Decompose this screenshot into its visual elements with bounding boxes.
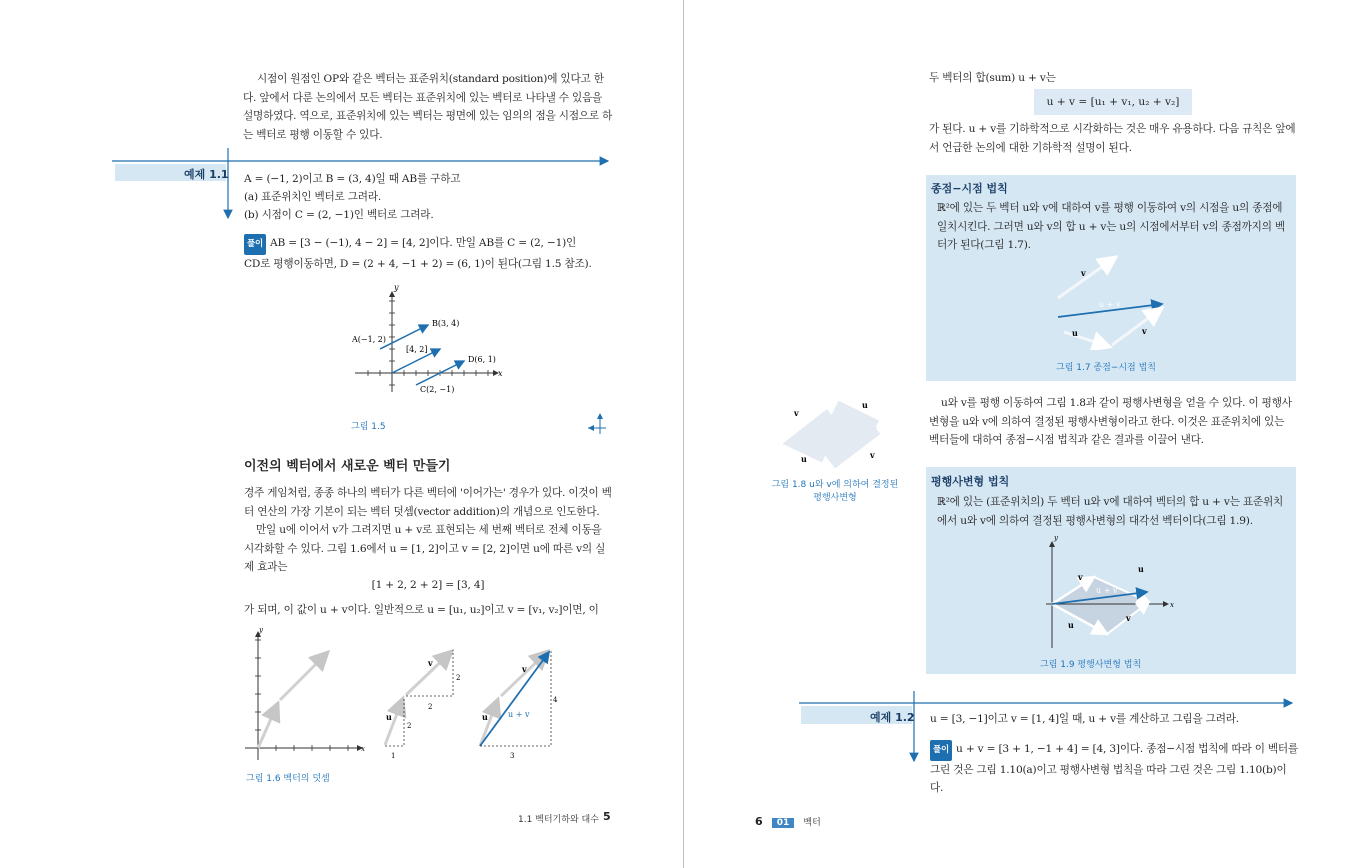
example-1-1-label: 예제 1.1 bbox=[184, 168, 229, 181]
solution-1-1-line1 bbox=[244, 234, 616, 255]
fig16b-label-1: 1 bbox=[391, 752, 396, 760]
solution-1-1-text1: AB = [3 − (−1), 4 − 2] = [4, 2]이다. 만일 AB를 C = (2, −1)인 bbox=[270, 237, 577, 249]
rule1-text: ℝ²에 있는 두 벡터 u와 v에 대하여 v를 평행 이동하여 v의 시점을 u의 종점에 일치시킨다. 그러면 u와 v의 합 u + v는 u의 시점에서부터 v의 종점까지의 벡터가 된다(그림 1.7). bbox=[937, 202, 1285, 251]
fig16c-label-u: u bbox=[482, 712, 488, 722]
fig19-label-v2: v bbox=[1126, 613, 1131, 623]
fig18-label-u2: u bbox=[801, 454, 807, 464]
fig18-label-u1: u bbox=[862, 400, 868, 410]
right-footer-text: 벡터 bbox=[803, 818, 821, 828]
fig17-vector-u bbox=[1064, 332, 1110, 347]
fig16c-label-v: v bbox=[522, 664, 527, 674]
rule2-title: 평행사변형 법칙 bbox=[931, 475, 1010, 488]
solution-1-2-text: u + v = [3 + 1, −1 + 4] = [4, 3]이다. 종점−시점 법칙에 따라 이 벡터를 그린 것은 그림 1.10(a)이고 평행사변형 법칙을 따라 그린 것은 그림 1.10(b)이다. bbox=[930, 743, 1298, 794]
right-page-number: 6 bbox=[755, 815, 763, 828]
fig19-label-v1: v bbox=[1078, 572, 1083, 582]
figure-1-5 bbox=[340, 282, 510, 397]
figure-1-8-caption bbox=[760, 479, 910, 505]
fig16b-label-v: v bbox=[428, 658, 433, 668]
left-page-number: 5 bbox=[603, 810, 611, 823]
solution-badge: 풀이 bbox=[244, 234, 266, 255]
right-footer bbox=[755, 810, 821, 829]
section-heading: 이전의 벡터에서 새로운 벡터 만들기 bbox=[244, 459, 451, 474]
figure-1-7-caption: 그림 1.7 종점−시점 법칙 bbox=[1056, 363, 1156, 373]
figure-1-9 bbox=[1044, 532, 1184, 650]
figure-1-8-caption-line2: 평행사변형 bbox=[813, 493, 857, 503]
fig15-label-C: C(2, −1) bbox=[420, 385, 455, 394]
fig18-label-v1: v bbox=[794, 408, 799, 418]
figure-1-9-caption: 그림 1.9 평행사변형 법칙 bbox=[1040, 660, 1142, 670]
example-1-2-statement: u = [3, −1]이고 v = [1, 4]일 때, u + v를 계산하고 그림을 그려라. bbox=[930, 713, 1239, 725]
fig18-label-v2: v bbox=[870, 450, 875, 460]
fig17-label-v1: v bbox=[1081, 268, 1086, 278]
example-1-1-part-b: (b) 시점이 C = (2, −1)인 벡터로 그려라. bbox=[244, 209, 434, 221]
fig17-vector-v-standard bbox=[1058, 257, 1116, 298]
fig16-vector-v bbox=[280, 652, 328, 700]
figure-1-6 bbox=[240, 624, 575, 764]
fig17-vector-v bbox=[1112, 308, 1162, 345]
section-paragraph-2: 만일 u에 이어서 v가 그려지면 u + v로 표현되는 세 번째 벡터로 전체 이동을 시각화할 수 있다. 그림 1.6에서 u = [1, 2]이고 v = [2, 2]이면 u에 따른 v의 실제 효과는 bbox=[244, 524, 606, 573]
fig16-axis-x: x bbox=[361, 745, 365, 753]
fig19-axis-x: x bbox=[1170, 601, 1174, 609]
fig16b-label-2a: 2 bbox=[407, 722, 412, 730]
example-1-2-label: 예제 1.2 bbox=[870, 711, 915, 724]
fig19-axis-y: y bbox=[1054, 534, 1058, 542]
paragraph-parallelogram: u와 v를 평행 이동하여 그림 1.8과 같이 평행사변형을 얻을 수 있다. 이 평행사변형을 u와 v에 의하여 결정된 평행사변형이라고 한다. 이것은 표준위치에 있는 벡터들에 대하여 종점−시점 법칙과 같은 결과를 이끌어 낸다. bbox=[929, 397, 1292, 446]
fig17-label-v2: v bbox=[1142, 326, 1147, 336]
sum-formula: u + v = [u₁ + v₁, u₂ + v₂] bbox=[1046, 96, 1180, 108]
fig19-label-sum: u + v bbox=[1096, 586, 1118, 595]
section-paragraph-1: 경주 게임처럼, 종종 하나의 벡터가 다른 벡터에 '이어가는' 경우가 있다. 이것이 벡터 연산의 가장 기본이 되는 벡터 덧셈(vector addition)의 개념으로 인도한다. bbox=[244, 487, 612, 518]
fig19-label-u1: u bbox=[1138, 564, 1144, 574]
fig16-axis-y: y bbox=[259, 626, 263, 634]
rule1-title: 종점−시점 법칙 bbox=[931, 182, 1008, 195]
right-page bbox=[683, 0, 1366, 868]
fig16-vector-u bbox=[258, 703, 278, 748]
left-footer-text: 1.1 벡터기하와 대수 bbox=[518, 815, 599, 825]
fig17-label-u: u bbox=[1072, 328, 1078, 338]
fig19-label-u2: u bbox=[1068, 620, 1074, 630]
fig16b-label-2c: 2 bbox=[456, 674, 461, 682]
figure-1-6-caption: 그림 1.6 벡터의 덧셈 bbox=[246, 774, 330, 784]
sum-formula-box bbox=[1034, 89, 1192, 115]
fig16c-label-3: 3 bbox=[510, 752, 515, 760]
fig17-label-sum: u + v bbox=[1099, 300, 1121, 309]
sum-intro: 두 벡터의 합(sum) u + v는 bbox=[929, 72, 1056, 84]
intro-paragraph: 시점이 원점인 OP와 같은 벡터는 표준위치(standard position)에 있다고 한다. 앞에서 다룬 논의에서 모든 벡터는 표준위치에 있는 벡터로 나타낼 수 있음을 설명하였다. 역으로, 표준위치에 있는 벡터는 평면에 있는 임의의 점을 시점으로 하는 벡터로 평행 이동할 수 있다. bbox=[243, 73, 613, 141]
figure-1-8-caption-line1: 그림 1.8 u와 v에 의하여 결정된 bbox=[771, 480, 899, 490]
figure-1-7 bbox=[1054, 252, 1174, 350]
chapter-badge: 01 bbox=[772, 818, 795, 828]
fig15-label-A: A(−1, 2) bbox=[352, 335, 386, 344]
rule2-text: ℝ²에 있는 (표준위치의) 두 벡터 u와 v에 대하여 벡터의 합 u + v는 표준위치에서 u와 v에 의하여 결정된 평행사변형의 대각선 벡터이다(그림 1.9). bbox=[937, 496, 1284, 527]
fig16c-label-4: 4 bbox=[553, 696, 558, 704]
fig16b-label-2b: 2 bbox=[428, 703, 433, 711]
example-1-1-part-a: (a) 표준위치인 벡터로 그려라. bbox=[244, 191, 382, 203]
fig16c-label-sum: u + v bbox=[508, 710, 530, 719]
solution-1-2 bbox=[930, 740, 1298, 798]
fig15-label-vec: [4, 2] bbox=[406, 345, 428, 354]
fig16c-vector-u bbox=[480, 699, 498, 746]
fig15-axis-x: x bbox=[498, 369, 503, 378]
solution-badge-2: 풀이 bbox=[930, 740, 952, 761]
paragraph-after-sum: 가 된다. u + v를 기하학적으로 시각화하는 것은 매우 유용하다. 다음 규칙은 앞에서 언급한 논의에 대한 기하학적 설명이 된다. bbox=[929, 123, 1296, 154]
margin-axes-icon bbox=[586, 412, 608, 436]
figure-1-8 bbox=[774, 396, 904, 474]
section-formula: [1 + 2, 2 + 2] = [3, 4] bbox=[371, 579, 485, 591]
fig15-axis-y: y bbox=[394, 283, 399, 292]
example-1-1-statement: A = (−1, 2)이고 B = (3, 4)일 때 AB를 구하고 bbox=[244, 173, 461, 185]
fig16b-label-u: u bbox=[386, 712, 392, 722]
fig16c-vector-sum bbox=[480, 652, 549, 746]
solution-1-1-line2: CD로 평행이동하면, D = (2 + 4, −1 + 2) = (6, 1)이 된다(그림 1.5 참조). bbox=[244, 258, 592, 270]
figure-1-5-caption: 그림 1.5 bbox=[351, 422, 386, 432]
fig15-label-B: B(3, 4) bbox=[432, 319, 460, 328]
fig15-label-D: D(6, 1) bbox=[468, 355, 496, 364]
section-paragraph-3: 가 되며, 이 값이 u + v이다. 일반적으로 u = [u₁, u₂]이고 v = [v₁, v₂]이면, 이 bbox=[244, 604, 599, 616]
